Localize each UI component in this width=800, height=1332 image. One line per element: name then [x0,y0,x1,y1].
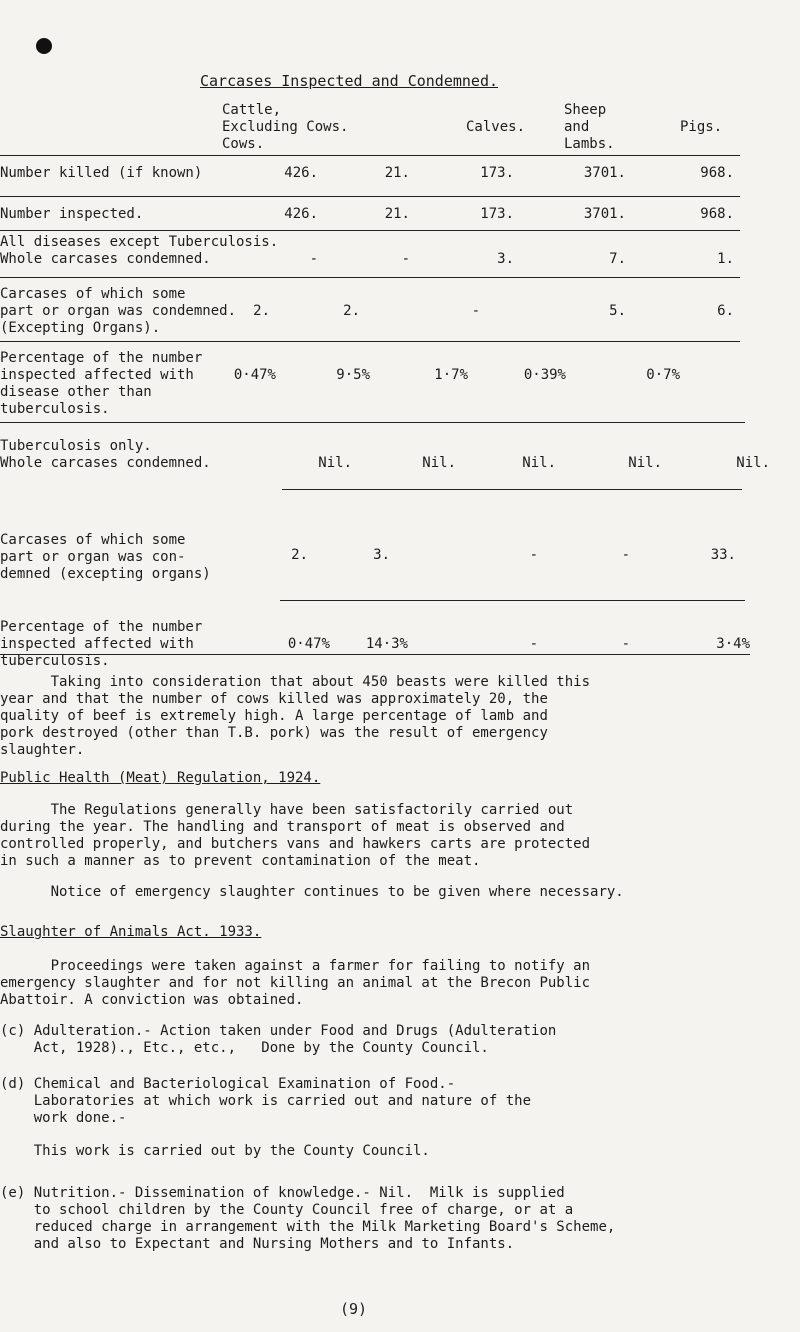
table-bottom-rule [0,654,750,655]
cell: 2. [291,547,308,563]
paragraph-beasts: Taking into consideration that about 450 beasts were killed this year and that the number of cows killed was approximately 20, the quality of beef is extremely high. A large percentage of lamb and pork destroyed (other than T.B. pork) was the result of emergency slaughter. [0,674,591,758]
cell: 3. [373,547,390,563]
row-label: Carcases of which some part or organ was condemned. (Excepting Organs). [0,286,237,336]
cell: 968. [700,206,734,222]
cell: Nil. [422,455,456,471]
page-title: Carcases Inspected and Condemned. [200,72,499,90]
cell: - [529,636,538,652]
cell: 3. [497,251,514,267]
col-header-calves: Calves. [466,119,526,135]
heading-meat-regulation: Public Health (Meat) Regulation, 1924. [0,770,321,786]
item-c-adulteration: (c) Adulteration.- Action taken under Food and Drugs (Adulteration Act, 1928)., Etc., etc., Done by the County Council. [0,1023,557,1056]
cell: 173. [480,206,514,222]
row-rule [280,600,745,601]
cell: 33. [710,547,736,563]
cell: 0·47% [233,367,276,383]
cell: - [309,251,318,267]
row-rule [0,230,740,231]
row-rule [0,341,740,342]
cell: Nil. [736,455,770,471]
cell: 21. [384,206,410,222]
header-rule [0,155,740,156]
cell: 426. [284,165,318,181]
row-label: Carcases of which some part or organ was con- demned (excepting organs) [0,532,211,582]
row-rule [0,422,745,423]
cell: 5. [609,303,626,319]
cell: - [471,303,480,319]
cell: 2. [343,303,360,319]
cell: 1·7% [434,367,468,383]
row-label: Number inspected. [0,206,144,222]
row-label: All diseases except Tuberculosis. Whole carcases condemned. [0,234,279,267]
col-header-sheep: Sheep and Lambs. [564,102,615,152]
row-rule [0,277,740,278]
cell: 173. [480,165,514,181]
cell: 3701. [583,206,626,222]
col-header-pigs: Pigs. [680,119,723,135]
cell: 0·39% [523,367,566,383]
cell: 0·7% [646,367,680,383]
cell: 2. [253,303,270,319]
item-e-nutrition: (e) Nutrition.- Dissemination of knowledge.- Nil. Milk is supplied to school children by the County Council free of charge, or at a reduced charge in arrangement with the Milk Marketing Board's Scheme, and also to Expectant and Nursing Mothers and to Infants. [0,1185,616,1252]
row-label: Percentage of the number inspected affected with tuberculosis. [0,619,203,669]
cell: 6. [717,303,734,319]
page-number: (9) [340,1300,368,1318]
row-label: Tuberculosis only. Whole carcases condemned. [0,438,211,471]
cell: 7. [609,251,626,267]
cell: - [621,636,630,652]
cell: Nil. [522,455,556,471]
heading-slaughter-act: Slaughter of Animals Act. 1933. [0,924,262,940]
cell: 0·47% [287,636,330,652]
cell: - [401,251,410,267]
item-d-examination: (d) Chemical and Bacteriological Examination of Food.- Laboratories at which work is carried out and nature of the work done.- [0,1076,532,1126]
cell: - [621,547,630,563]
row-label: Percentage of the number inspected affected with disease other than tuberculosis. [0,350,203,417]
cell: 1. [717,251,734,267]
item-d-note: This work is carried out by the County Council. [0,1143,430,1159]
cell: Nil. [628,455,662,471]
col-header-cattle: Cattle, Excluding Cows. Cows. [222,102,349,152]
paragraph-regulations: The Regulations generally have been satisfactorily carried out during the year. The handling and transport of meat is observed and controlled properly, and butchers vans and hawkers carts are protected in such a manner as to prevent contamination of the meat. [0,802,591,869]
cell: - [529,547,538,563]
paragraph-proceedings: Proceedings were taken against a farmer for failing to notify an emergency slaughter and for not killing an animal at the Brecon Public Abattoir. A conviction was obtained. [0,958,591,1008]
row-rule [282,489,742,490]
cell: 3701. [583,165,626,181]
cell: 14·3% [365,636,408,652]
cell: 9·5% [336,367,370,383]
punch-hole [36,38,52,54]
paragraph-emergency-notice: Notice of emergency slaughter continues to be given where necessary. [0,884,624,900]
row-rule [0,196,740,197]
cell: 968. [700,165,734,181]
cell: 21. [384,165,410,181]
cell: 3·4% [716,636,750,652]
cell: 426. [284,206,318,222]
cell: Nil. [318,455,352,471]
row-label: Number killed (if known) [0,165,203,181]
